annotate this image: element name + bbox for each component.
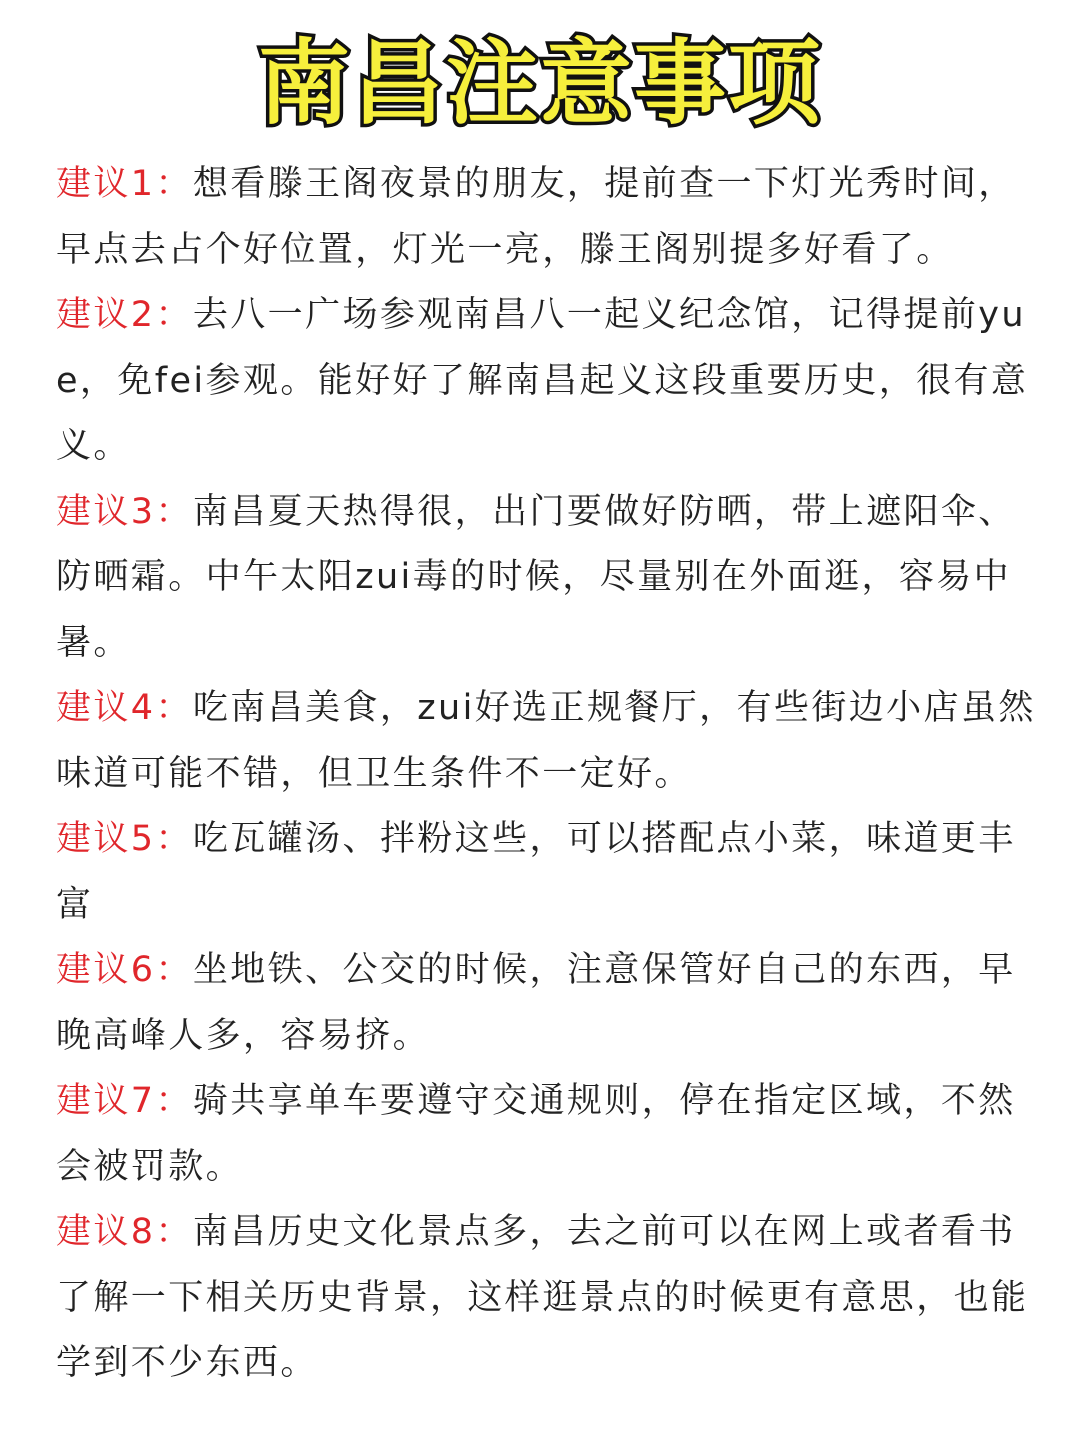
- tip-text: 南昌夏天热得很，出门要做好防晒，带上遮阳伞、防晒霜。中午太阳zui毒的时候，尽量别在外面逛，容易中暑。: [56, 491, 1016, 663]
- tip-text: 吃南昌美食，zui好选正规餐厅，有些街边小店虽然味道可能不错，但卫生条件不一定好。: [56, 688, 1036, 794]
- tip-text: 坐地铁、公交的时候，注意保管好自己的东西，早晚高峰人多，容易挤。: [56, 950, 1016, 1056]
- tip-text: 南昌历史文化景点多，去之前可以在网上或者看书了解一下相关历史背景，这样逛景点的时候更有意思，也能学到不少东西。: [56, 1212, 1029, 1383]
- tip-item-3: [56, 480, 1036, 677]
- tip-label: 建议7：: [56, 1081, 193, 1121]
- tip-item-4: [56, 676, 1036, 807]
- tip-text: 去八一广场参观南昌八一起义纪念馆，记得提前yue，免fei参观。能好好了解南昌起义这段重要历史，很有意义。: [56, 295, 1029, 466]
- tip-label: 建议2：: [56, 295, 193, 335]
- tip-label: 建议1：: [56, 164, 193, 204]
- tip-item-2: [56, 283, 1036, 480]
- tip-text: 吃瓦罐汤、拌粉这些，可以搭配点小菜，味道更丰富: [56, 819, 1016, 925]
- tip-label: 建议6：: [56, 950, 193, 990]
- title-banner: [0, 28, 1080, 140]
- tip-item-8: [56, 1200, 1036, 1397]
- tip-text: 骑共享单车要遵守交通规则，停在指定区域，不然会被罚款。: [56, 1081, 1016, 1187]
- tip-text: 想看滕王阁夜景的朋友，提前查一下灯光秀时间，早点去占个好位置，灯光一亮，滕王阁别提多好看了。: [56, 164, 1016, 270]
- page-title: 南昌注意事项: [257, 30, 822, 137]
- tip-label: 建议3：: [56, 491, 193, 532]
- tip-label: 建议5：: [56, 819, 193, 859]
- tip-label: 建议8：: [56, 1212, 193, 1252]
- tip-item-6: [56, 938, 1036, 1069]
- tip-item-5: [56, 807, 1036, 938]
- tip-item-7: [56, 1069, 1036, 1200]
- tip-label: 建议4：: [56, 688, 193, 728]
- tips-list: [56, 152, 1036, 1397]
- tip-item-1: [56, 152, 1036, 283]
